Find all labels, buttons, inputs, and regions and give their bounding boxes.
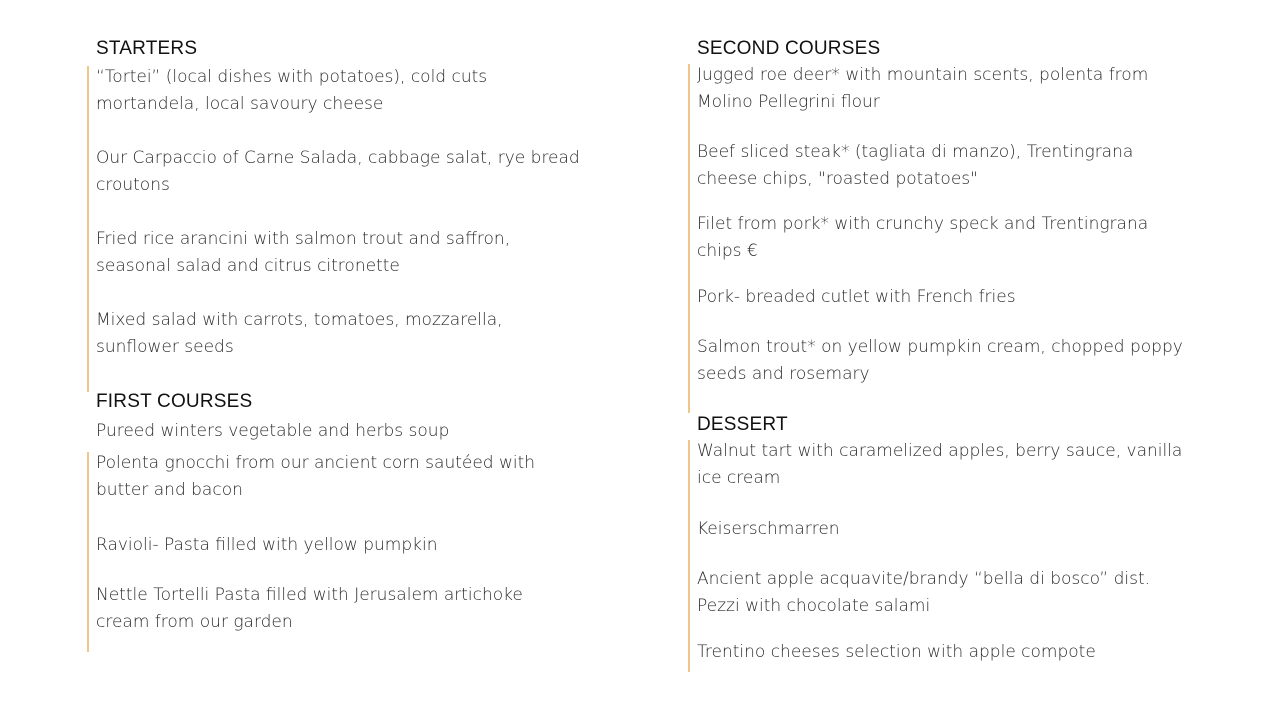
second-courses-item: Beef sliced steak* (tagliata di manzo), Trentingrana cheese chips, "roasted potatoes" (697, 142, 1134, 189)
first-courses-item: Ravioli- Pasta filled with yellow pumpkin (96, 535, 438, 555)
first-courses-item: Polenta gnocchi from our ancient corn sautéed with butter and bacon (96, 453, 536, 500)
starters-item: Fried rice arancini with salmon trout and saffron, seasonal salad and citrus citronette (96, 229, 511, 276)
first-courses-item: Nettle Tortelli Pasta filled with Jerusalem artichoke cream from our garden (96, 585, 523, 632)
dessert-item: Walnut tart with caramelized apples, berry sauce, vanilla ice cream (697, 441, 1183, 488)
first-courses-accent-bar (87, 452, 89, 652)
starters-item: Our Carpaccio of Carne Salada, cabbage salat, rye bread croutons (96, 148, 580, 195)
dessert-item: Trentino cheeses selection with apple compote (697, 642, 1096, 662)
second-courses-item: Salmon trout* on yellow pumpkin cream, chopped poppy seeds and rosemary (697, 337, 1183, 384)
starters-item: Mixed salad with carrots, tomatoes, mozzarella, sunflower seeds (96, 310, 503, 357)
first-courses-heading: FIRST COURSES (96, 391, 253, 412)
starters-item: “Tortei” (local dishes with potatoes), cold cuts mortandela, local savoury cheese (96, 67, 488, 114)
starters-heading: STARTERS (96, 38, 198, 59)
starters-accent-bar (87, 66, 89, 392)
dessert-item: Ancient apple acquavite/brandy “bella di bosco” dist. Pezzi with chocolate salami (697, 569, 1151, 616)
second-courses-heading: SECOND COURSES (697, 38, 881, 59)
second-courses-item: Jugged roe deer* with mountain scents, polenta from Molino Pellegrini flour (697, 65, 1149, 112)
dessert-heading: DESSERT (697, 414, 788, 435)
dessert-accent-bar (688, 440, 690, 672)
first-courses-item: Pureed winters vegetable and herbs soup (96, 421, 450, 441)
dessert-item: Keiserschmarren (697, 519, 840, 539)
second-courses-item: Filet from pork* with crunchy speck and Trentingrana chips € (697, 214, 1149, 261)
second-courses-accent-bar (688, 64, 690, 413)
second-courses-item: Pork- breaded cutlet with French fries (697, 287, 1016, 307)
